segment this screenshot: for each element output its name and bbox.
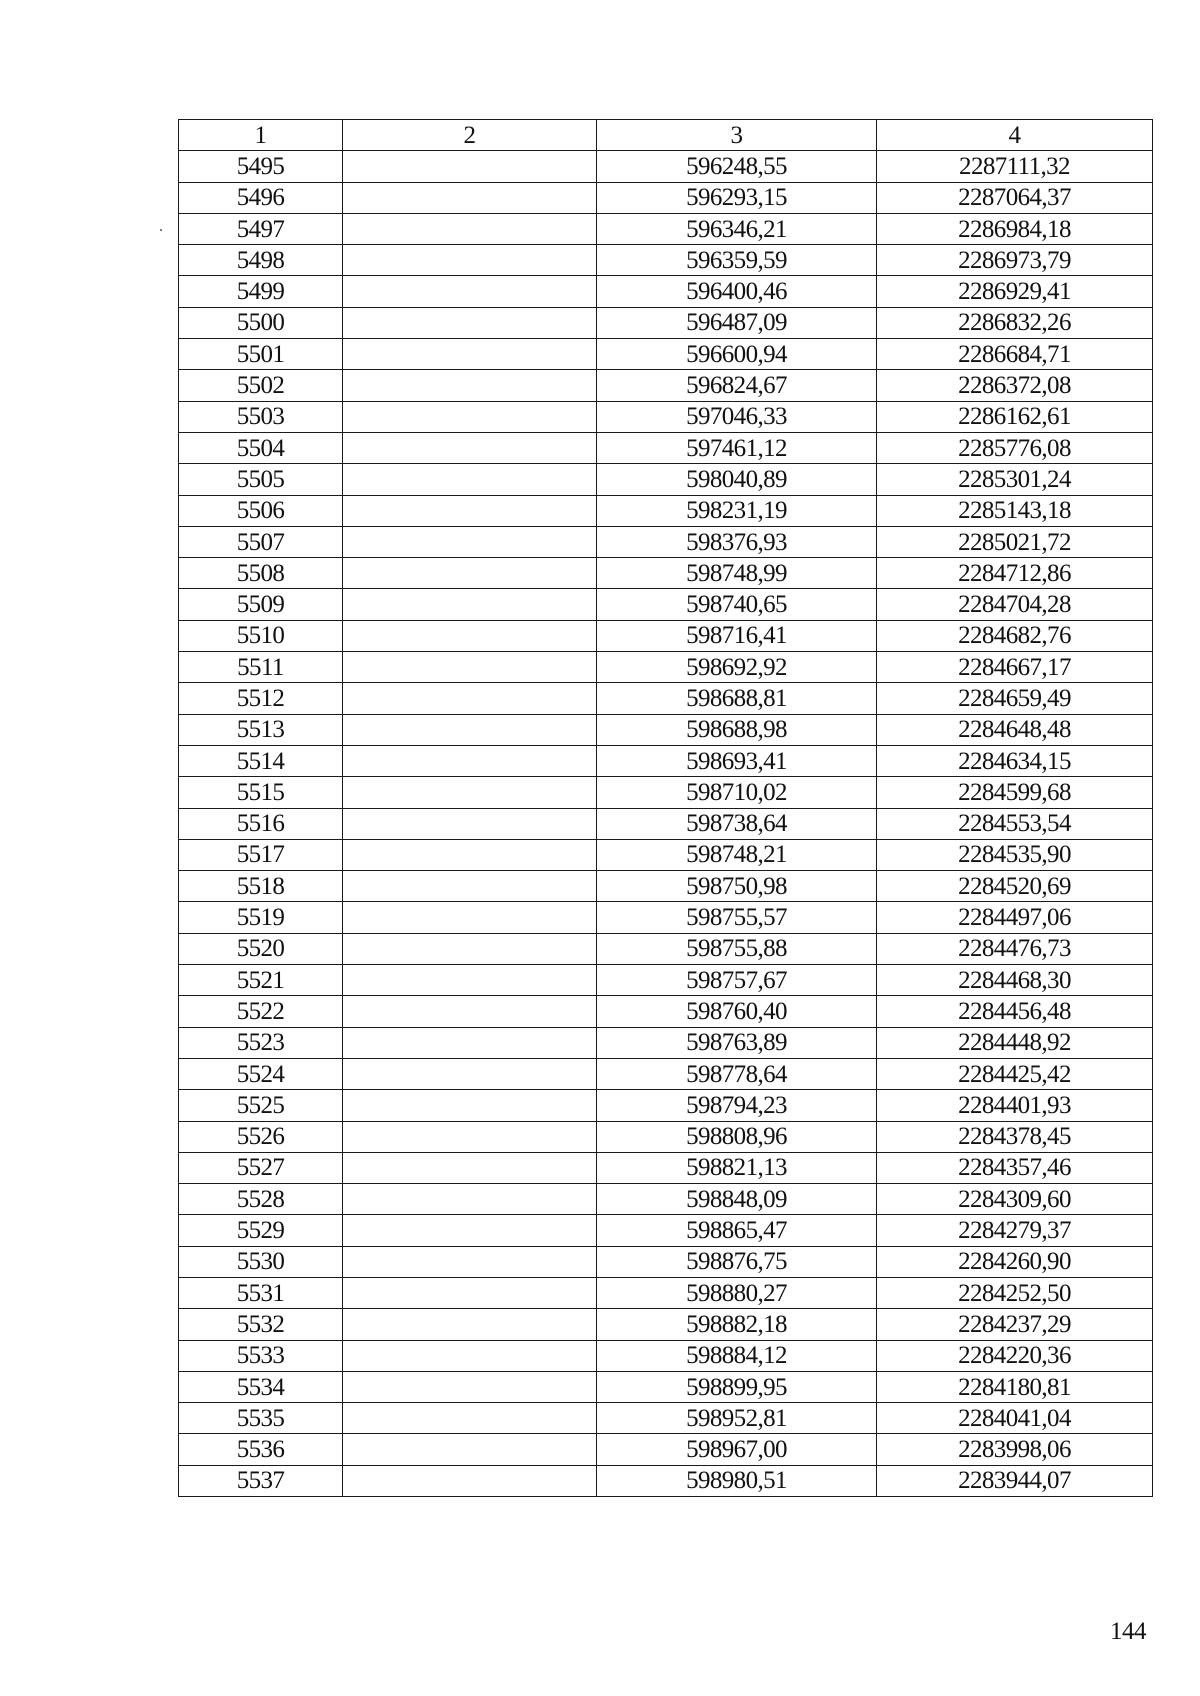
x-coordinate-cell: 596293,15 <box>597 182 877 213</box>
x-coordinate-cell: 598748,99 <box>597 558 877 589</box>
table-row <box>179 1027 1153 1058</box>
y-coordinate-cell: 2284704,28 <box>877 589 1153 620</box>
point-number-cell: 5505 <box>179 464 343 495</box>
scan-speck <box>160 229 162 231</box>
description-cell <box>343 620 597 651</box>
point-number-cell: 5536 <box>179 1434 343 1465</box>
description-cell <box>343 1434 597 1465</box>
table-row <box>179 1309 1153 1340</box>
point-number-cell: 5531 <box>179 1277 343 1308</box>
table-row <box>179 1184 1153 1215</box>
point-number-cell: 5509 <box>179 589 343 620</box>
table-row <box>179 871 1153 902</box>
y-coordinate-cell: 2286984,18 <box>877 213 1153 244</box>
description-cell <box>343 871 597 902</box>
y-coordinate-cell: 2284425,42 <box>877 1058 1153 1089</box>
table-row <box>179 589 1153 620</box>
point-number-cell: 5514 <box>179 745 343 776</box>
point-number-cell: 5501 <box>179 339 343 370</box>
table-row <box>179 683 1153 714</box>
x-coordinate-cell: 598376,93 <box>597 526 877 557</box>
description-cell <box>343 1309 597 1340</box>
x-coordinate-cell: 597046,33 <box>597 401 877 432</box>
table-row <box>179 745 1153 776</box>
table-row <box>179 1403 1153 1434</box>
x-coordinate-cell: 598880,27 <box>597 1277 877 1308</box>
description-cell <box>343 1152 597 1183</box>
description-cell <box>343 808 597 839</box>
x-coordinate-cell: 598884,12 <box>597 1340 877 1371</box>
y-coordinate-cell: 2284180,81 <box>877 1371 1153 1402</box>
x-coordinate-cell: 598740,65 <box>597 589 877 620</box>
point-number-cell: 5507 <box>179 526 343 557</box>
x-coordinate-cell: 598876,75 <box>597 1246 877 1277</box>
point-number-cell: 5526 <box>179 1121 343 1152</box>
table-row <box>179 432 1153 463</box>
table-row <box>179 1215 1153 1246</box>
table-row <box>179 339 1153 370</box>
coordinates-table <box>178 119 1153 1497</box>
description-cell <box>343 558 597 589</box>
y-coordinate-cell: 2286372,08 <box>877 370 1153 401</box>
page-number: 144 <box>1110 1618 1146 1645</box>
table-row <box>179 1465 1153 1496</box>
y-coordinate-cell: 2284553,54 <box>877 808 1153 839</box>
x-coordinate-cell: 598231,19 <box>597 495 877 526</box>
y-coordinate-cell: 2284252,50 <box>877 1277 1153 1308</box>
y-coordinate-cell: 2284448,92 <box>877 1027 1153 1058</box>
description-cell <box>343 1403 597 1434</box>
table-row <box>179 370 1153 401</box>
table-row <box>179 307 1153 338</box>
table-row <box>179 495 1153 526</box>
point-number-cell: 5529 <box>179 1215 343 1246</box>
description-cell <box>343 652 597 683</box>
description-cell <box>343 526 597 557</box>
x-coordinate-cell: 596600,94 <box>597 339 877 370</box>
description-cell <box>343 1371 597 1402</box>
y-coordinate-cell: 2287111,32 <box>877 151 1153 182</box>
point-number-cell: 5503 <box>179 401 343 432</box>
x-coordinate-cell: 598899,95 <box>597 1371 877 1402</box>
description-cell <box>343 1184 597 1215</box>
point-number-cell: 5520 <box>179 933 343 964</box>
description-cell <box>343 839 597 870</box>
point-number-cell: 5535 <box>179 1403 343 1434</box>
table-row <box>179 965 1153 996</box>
table-body <box>179 151 1153 1497</box>
x-coordinate-cell: 597461,12 <box>597 432 877 463</box>
column-header-3: 3 <box>597 120 877 151</box>
table-row <box>179 464 1153 495</box>
x-coordinate-cell: 598688,98 <box>597 714 877 745</box>
table-row <box>179 526 1153 557</box>
description-cell <box>343 339 597 370</box>
y-coordinate-cell: 2284468,30 <box>877 965 1153 996</box>
table-row <box>179 808 1153 839</box>
table-row <box>179 1371 1153 1402</box>
description-cell <box>343 151 597 182</box>
table-row <box>179 1277 1153 1308</box>
point-number-cell: 5504 <box>179 432 343 463</box>
point-number-cell: 5519 <box>179 902 343 933</box>
x-coordinate-cell: 596400,46 <box>597 276 877 307</box>
x-coordinate-cell: 596359,59 <box>597 245 877 276</box>
x-coordinate-cell: 598757,67 <box>597 965 877 996</box>
table-row <box>179 652 1153 683</box>
x-coordinate-cell: 598794,23 <box>597 1090 877 1121</box>
y-coordinate-cell: 2284667,17 <box>877 652 1153 683</box>
point-number-cell: 5497 <box>179 213 343 244</box>
y-coordinate-cell: 2284401,93 <box>877 1090 1153 1121</box>
column-header-4: 4 <box>877 120 1153 151</box>
point-number-cell: 5511 <box>179 652 343 683</box>
y-coordinate-cell: 2284682,76 <box>877 620 1153 651</box>
table-row <box>179 245 1153 276</box>
y-coordinate-cell: 2284520,69 <box>877 871 1153 902</box>
description-cell <box>343 589 597 620</box>
table-row <box>179 620 1153 651</box>
point-number-cell: 5500 <box>179 307 343 338</box>
y-coordinate-cell: 2284535,90 <box>877 839 1153 870</box>
table-row <box>179 1121 1153 1152</box>
table-header-row <box>179 120 1153 151</box>
y-coordinate-cell: 2284599,68 <box>877 777 1153 808</box>
y-coordinate-cell: 2284041,04 <box>877 1403 1153 1434</box>
column-header-2: 2 <box>343 120 597 151</box>
y-coordinate-cell: 2285301,24 <box>877 464 1153 495</box>
table-row <box>179 1090 1153 1121</box>
x-coordinate-cell: 598738,64 <box>597 808 877 839</box>
point-number-cell: 5517 <box>179 839 343 870</box>
table-row <box>179 1246 1153 1277</box>
description-cell <box>343 432 597 463</box>
y-coordinate-cell: 2286832,26 <box>877 307 1153 338</box>
point-number-cell: 5528 <box>179 1184 343 1215</box>
description-cell <box>343 1340 597 1371</box>
description-cell <box>343 1277 597 1308</box>
x-coordinate-cell: 598980,51 <box>597 1465 877 1496</box>
point-number-cell: 5521 <box>179 965 343 996</box>
description-cell <box>343 1215 597 1246</box>
table-row <box>179 1058 1153 1089</box>
x-coordinate-cell: 598716,41 <box>597 620 877 651</box>
x-coordinate-cell: 598952,81 <box>597 1403 877 1434</box>
table-row <box>179 902 1153 933</box>
description-cell <box>343 745 597 776</box>
y-coordinate-cell: 2284476,73 <box>877 933 1153 964</box>
y-coordinate-cell: 2286684,71 <box>877 339 1153 370</box>
description-cell <box>343 307 597 338</box>
x-coordinate-cell: 596346,21 <box>597 213 877 244</box>
point-number-cell: 5513 <box>179 714 343 745</box>
y-coordinate-cell: 2286162,61 <box>877 401 1153 432</box>
description-cell <box>343 1090 597 1121</box>
x-coordinate-cell: 598693,41 <box>597 745 877 776</box>
point-number-cell: 5508 <box>179 558 343 589</box>
y-coordinate-cell: 2286929,41 <box>877 276 1153 307</box>
table-row <box>179 777 1153 808</box>
point-number-cell: 5524 <box>179 1058 343 1089</box>
y-coordinate-cell: 2284659,49 <box>877 683 1153 714</box>
point-number-cell: 5502 <box>179 370 343 401</box>
point-number-cell: 5523 <box>179 1027 343 1058</box>
table-row <box>179 182 1153 213</box>
description-cell <box>343 777 597 808</box>
table-row <box>179 1434 1153 1465</box>
y-coordinate-cell: 2287064,37 <box>877 182 1153 213</box>
y-coordinate-cell: 2283998,06 <box>877 1434 1153 1465</box>
description-cell <box>343 714 597 745</box>
x-coordinate-cell: 598967,00 <box>597 1434 877 1465</box>
y-coordinate-cell: 2285143,18 <box>877 495 1153 526</box>
x-coordinate-cell: 598760,40 <box>597 996 877 1027</box>
point-number-cell: 5537 <box>179 1465 343 1496</box>
point-number-cell: 5533 <box>179 1340 343 1371</box>
description-cell <box>343 1246 597 1277</box>
point-number-cell: 5510 <box>179 620 343 651</box>
y-coordinate-cell: 2284648,48 <box>877 714 1153 745</box>
description-cell <box>343 933 597 964</box>
x-coordinate-cell: 598755,88 <box>597 933 877 964</box>
y-coordinate-cell: 2286973,79 <box>877 245 1153 276</box>
x-coordinate-cell: 596824,67 <box>597 370 877 401</box>
description-cell <box>343 245 597 276</box>
x-coordinate-cell: 598755,57 <box>597 902 877 933</box>
description-cell <box>343 213 597 244</box>
y-coordinate-cell: 2284237,29 <box>877 1309 1153 1340</box>
point-number-cell: 5527 <box>179 1152 343 1183</box>
point-number-cell: 5498 <box>179 245 343 276</box>
table-row <box>179 933 1153 964</box>
x-coordinate-cell: 598848,09 <box>597 1184 877 1215</box>
description-cell <box>343 495 597 526</box>
table-row <box>179 213 1153 244</box>
y-coordinate-cell: 2284456,48 <box>877 996 1153 1027</box>
x-coordinate-cell: 598710,02 <box>597 777 877 808</box>
point-number-cell: 5515 <box>179 777 343 808</box>
y-coordinate-cell: 2284309,60 <box>877 1184 1153 1215</box>
point-number-cell: 5516 <box>179 808 343 839</box>
point-number-cell: 5496 <box>179 182 343 213</box>
y-coordinate-cell: 2284220,36 <box>877 1340 1153 1371</box>
y-coordinate-cell: 2284357,46 <box>877 1152 1153 1183</box>
y-coordinate-cell: 2284634,15 <box>877 745 1153 776</box>
description-cell <box>343 276 597 307</box>
x-coordinate-cell: 598882,18 <box>597 1309 877 1340</box>
x-coordinate-cell: 598040,89 <box>597 464 877 495</box>
table-row <box>179 996 1153 1027</box>
x-coordinate-cell: 598763,89 <box>597 1027 877 1058</box>
x-coordinate-cell: 596487,09 <box>597 307 877 338</box>
x-coordinate-cell: 598865,47 <box>597 1215 877 1246</box>
x-coordinate-cell: 598748,21 <box>597 839 877 870</box>
description-cell <box>343 182 597 213</box>
x-coordinate-cell: 598808,96 <box>597 1121 877 1152</box>
point-number-cell: 5534 <box>179 1371 343 1402</box>
description-cell <box>343 965 597 996</box>
point-number-cell: 5532 <box>179 1309 343 1340</box>
y-coordinate-cell: 2284279,37 <box>877 1215 1153 1246</box>
point-number-cell: 5506 <box>179 495 343 526</box>
point-number-cell: 5495 <box>179 151 343 182</box>
y-coordinate-cell: 2284260,90 <box>877 1246 1153 1277</box>
table-row <box>179 1340 1153 1371</box>
y-coordinate-cell: 2284712,86 <box>877 558 1153 589</box>
y-coordinate-cell: 2284378,45 <box>877 1121 1153 1152</box>
point-number-cell: 5525 <box>179 1090 343 1121</box>
point-number-cell: 5499 <box>179 276 343 307</box>
table-row <box>179 839 1153 870</box>
table-row <box>179 1152 1153 1183</box>
y-coordinate-cell: 2284497,06 <box>877 902 1153 933</box>
y-coordinate-cell: 2283944,07 <box>877 1465 1153 1496</box>
description-cell <box>343 996 597 1027</box>
table-row <box>179 151 1153 182</box>
description-cell <box>343 902 597 933</box>
description-cell <box>343 1121 597 1152</box>
column-header-1: 1 <box>179 120 343 151</box>
description-cell <box>343 683 597 714</box>
y-coordinate-cell: 2285021,72 <box>877 526 1153 557</box>
description-cell <box>343 401 597 432</box>
description-cell <box>343 1027 597 1058</box>
description-cell <box>343 1465 597 1496</box>
table-row <box>179 558 1153 589</box>
point-number-cell: 5522 <box>179 996 343 1027</box>
x-coordinate-cell: 598688,81 <box>597 683 877 714</box>
x-coordinate-cell: 598778,64 <box>597 1058 877 1089</box>
x-coordinate-cell: 598750,98 <box>597 871 877 902</box>
y-coordinate-cell: 2285776,08 <box>877 432 1153 463</box>
x-coordinate-cell: 598821,13 <box>597 1152 877 1183</box>
table-row <box>179 276 1153 307</box>
table-row <box>179 714 1153 745</box>
point-number-cell: 5530 <box>179 1246 343 1277</box>
description-cell <box>343 464 597 495</box>
point-number-cell: 5518 <box>179 871 343 902</box>
x-coordinate-cell: 598692,92 <box>597 652 877 683</box>
description-cell <box>343 370 597 401</box>
table-row <box>179 401 1153 432</box>
description-cell <box>343 1058 597 1089</box>
x-coordinate-cell: 596248,55 <box>597 151 877 182</box>
point-number-cell: 5512 <box>179 683 343 714</box>
